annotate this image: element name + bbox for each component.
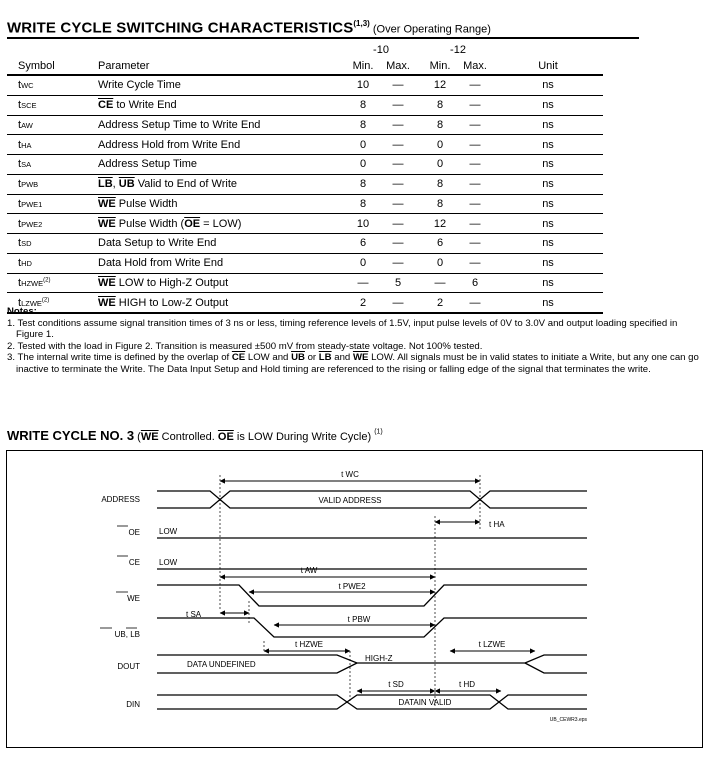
parameter-cell: Address Setup Time to Write End: [98, 115, 346, 135]
dout-signal-label: DOUT: [117, 662, 140, 671]
max-a-cell: 5: [380, 273, 416, 293]
grade-a-header: -10: [373, 44, 389, 56]
twc-label: t WC: [341, 470, 359, 479]
symbol-cell: tWC: [7, 75, 98, 95]
tpbw-label: t PBW: [347, 615, 371, 624]
min-a-cell: 0: [346, 253, 380, 273]
parameter-cell: Address Hold from Write End: [98, 135, 346, 155]
title-superscript: (1,3): [353, 19, 370, 28]
symbol-cell: tSCE: [7, 95, 98, 115]
max-a-header: Max.: [380, 58, 416, 75]
signal-overbar-text: $\overline{LB}$: [98, 178, 113, 191]
timing-diagram-svg: [7, 451, 702, 747]
table-row: [7, 253, 603, 273]
unit-cell: ns: [493, 174, 603, 194]
min-a-cell: 8: [346, 115, 380, 135]
max-a-cell: —: [380, 194, 416, 214]
max-b-cell: —: [457, 135, 493, 155]
max-a-cell: —: [380, 253, 416, 273]
signal-overbar-text: $\overline{CE}$: [98, 99, 114, 112]
table-row: [7, 194, 603, 214]
unit-cell: ns: [493, 194, 603, 214]
symbol-header: Symbol: [7, 58, 98, 75]
unit-cell: ns: [493, 293, 603, 313]
max-a-cell: —: [380, 115, 416, 135]
max-a-cell: —: [380, 293, 416, 313]
parameter-header: Parameter: [98, 58, 346, 75]
parameter-cell: $\overline{WE}$ Pulse Width: [98, 194, 346, 214]
parameter-cell: $\overline{WE}$ Pulse Width $(\overline{OE} = LOW)$: [98, 214, 346, 234]
min-a-cell: —: [346, 273, 380, 293]
parameter-cell: $\overline{WE}$ HIGH to Low-Z Output: [98, 293, 346, 313]
parameter-cell: Write Cycle Time: [98, 75, 346, 95]
symbol-cell: tLZWE$^{(2)}$: [7, 293, 98, 313]
min-b-cell: 8: [423, 194, 457, 214]
max-b-cell: —: [457, 174, 493, 194]
max-b-cell: —: [457, 214, 493, 234]
max-a-cell: —: [380, 95, 416, 115]
parameter-cell: Data Setup to Write End: [98, 234, 346, 254]
unit-cell: ns: [493, 253, 603, 273]
max-b-cell: —: [457, 253, 493, 273]
min-b-cell: 0: [423, 253, 457, 273]
we-signal: $\overline{WE}$: [140, 431, 159, 443]
taw-label: t AW: [300, 566, 318, 575]
section-title: [7, 19, 491, 37]
min-a-cell: 0: [346, 135, 380, 155]
unit-cell: ns: [493, 234, 603, 254]
parameter-cell: $\overline{WE}$ LOW to High-Z Output: [98, 273, 346, 293]
table-row: [7, 234, 603, 254]
max-b-cell: —: [457, 75, 493, 95]
max-a-cell: —: [380, 234, 416, 254]
oe-signal-label: OE: [128, 528, 140, 537]
min-b-cell: 6: [423, 234, 457, 254]
lb-signal: $\overline{LB}$: [318, 352, 332, 364]
max-b-cell: —: [457, 95, 493, 115]
signal-overbar-text: $\overline{WE}$: [98, 276, 116, 289]
switching-characteristics-table: [7, 42, 603, 314]
signal-overbar-text: $\overline{UB}$: [118, 178, 135, 191]
signal-overbar-text: $\overline{OE}$: [184, 217, 201, 230]
din-signal-label: DIN: [126, 700, 140, 709]
min-b-cell: 8: [423, 95, 457, 115]
symbol-cell: tHA: [7, 135, 98, 155]
note-2: 2. Tested with the load in Figure 2. Transition is measured ±500 mV from steady-state voltage. Not 100% tested.: [7, 340, 483, 352]
min-b-cell: —: [423, 273, 457, 293]
min-b-cell: 8: [423, 115, 457, 135]
unit-cell: ns: [493, 75, 603, 95]
title-rule: [7, 37, 639, 39]
table-row: [7, 135, 603, 155]
max-a-cell: —: [380, 174, 416, 194]
max-a-cell: —: [380, 75, 416, 95]
table-row: [7, 115, 603, 135]
we-signal: $\overline{WE}$: [352, 352, 369, 364]
parameter-cell: Data Hold from Write End: [98, 253, 346, 273]
symbol-cell: tPWE1: [7, 194, 98, 214]
ce-signal: $\overline{CE}$: [231, 352, 246, 364]
signal-overbar-text: $\overline{WE}$: [98, 296, 116, 309]
max-b-cell: —: [457, 155, 493, 175]
min-b-cell: 12: [423, 214, 457, 234]
ce-signal-label: CE: [128, 558, 140, 567]
symbol-cell: tPWB: [7, 174, 98, 194]
min-a-header: Min.: [346, 58, 380, 75]
waveform-title-main: WRITE CYCLE NO. 3: [7, 428, 135, 443]
tha-label: t HA: [489, 520, 505, 529]
max-b-cell: —: [457, 115, 493, 135]
min-b-cell: 8: [423, 174, 457, 194]
tlzwe-label: t LZWE: [478, 640, 506, 649]
waveform-title: WRITE CYCLE NO. 3 ($\overline{WE}$ Controlled. $\overline{OE}$ is LOW During Write Cycle) $^{(1)}$: [7, 428, 383, 443]
symbol-cell: tPWE2: [7, 214, 98, 234]
table-row: [7, 75, 603, 95]
unit-cell: ns: [493, 135, 603, 155]
signal-overbar-text: $\overline{WE}$: [98, 197, 116, 210]
min-a-cell: 8: [346, 194, 380, 214]
max-b-cell: 6: [457, 273, 493, 293]
unit-cell: ns: [493, 115, 603, 135]
max-b-cell: —: [457, 234, 493, 254]
max-a-cell: —: [380, 135, 416, 155]
parameter-cell: Address Setup Time: [98, 155, 346, 175]
tsa-label: t SA: [186, 610, 202, 619]
unit-cell: ns: [493, 95, 603, 115]
column-header-row: [7, 58, 603, 75]
min-b-cell: 2: [423, 293, 457, 313]
min-a-cell: 8: [346, 174, 380, 194]
grade-header-row: [7, 42, 603, 58]
min-a-cell: 0: [346, 155, 380, 175]
valid-address-label: VALID ADDRESS: [318, 496, 382, 505]
data-in-valid-label: DATAIN VALID: [398, 698, 452, 707]
min-a-cell: 6: [346, 234, 380, 254]
min-b-cell: 0: [423, 155, 457, 175]
symbol-cell: tHZWE$^{(2)}$: [7, 273, 98, 293]
min-a-cell: 2: [346, 293, 380, 313]
min-a-cell: 10: [346, 75, 380, 95]
symbol-cell: tSD: [7, 234, 98, 254]
thzwe-label: t HZWE: [295, 640, 323, 649]
figure-id: UB_CEWR3.eps: [549, 717, 587, 723]
timing-diagram: [6, 450, 703, 748]
ce-low-label: LOW: [159, 558, 178, 567]
note-3: 3. The internal write time is defined by the overlap of $\overline{CE}$ LOW and $\overline{UB}$ or $\overline{LB}$ and $\overline{WE}$ LOW. All signals must be in valid states to initiate a Write, but any one can go inactive to terminate the Write. The Data Input Setup and Hold timing are referenced to the rising or falling edge of the signal that terminates the write.: [7, 352, 699, 375]
max-b-cell: —: [457, 194, 493, 214]
min-b-cell: 0: [423, 135, 457, 155]
symbol-cell: tHD: [7, 253, 98, 273]
ub-signal: $\overline{UB}$: [291, 352, 305, 364]
max-b-header: Max.: [457, 58, 493, 75]
note-1: 1. Test conditions assume signal transition times of 3 ns or less, timing reference levels of 1.5V, input pulse levels of 0V to 3.0V and output loading specified in Figure 1.: [7, 317, 678, 341]
table-row: [7, 95, 603, 115]
tsd-label: t SD: [388, 680, 404, 689]
oe-signal: $\overline{OE}$: [217, 431, 234, 443]
min-a-cell: 8: [346, 95, 380, 115]
signal-overbar-text: $\overline{WE}$: [98, 217, 116, 230]
min-b-header: Min.: [423, 58, 457, 75]
ub-lb-signal-label: UB, LB: [114, 630, 140, 639]
parameter-cell: $\overline{CE}$ to Write End: [98, 95, 346, 115]
tpwe2-label: t PWE2: [338, 582, 366, 591]
address-signal-label: ADDRESS: [101, 495, 140, 504]
unit-cell: ns: [493, 155, 603, 175]
we-signal-label: WE: [127, 594, 140, 603]
symbol-cell: tSA: [7, 155, 98, 175]
table-row: [7, 155, 603, 175]
table-row: [7, 174, 603, 194]
min-a-cell: 10: [346, 214, 380, 234]
unit-cell: ns: [493, 273, 603, 293]
grade-b-header: -12: [450, 44, 466, 56]
max-b-cell: —: [457, 293, 493, 313]
title-suffix: (Over Operating Range): [369, 23, 491, 36]
unit-cell: ns: [493, 214, 603, 234]
symbol-cell: tAW: [7, 115, 98, 135]
data-undefined-label: DATA UNDEFINED: [187, 660, 256, 669]
title-main: WRITE CYCLE SWITCHING CHARACTERISTICS: [7, 19, 354, 37]
max-a-cell: —: [380, 214, 416, 234]
table-row: [7, 214, 603, 234]
notes-heading: Notes:: [7, 306, 37, 317]
notes-block: [7, 306, 707, 376]
unit-header: Unit: [493, 58, 603, 75]
high-z-label: HIGH-Z: [365, 654, 393, 663]
max-a-cell: —: [380, 155, 416, 175]
table-row: [7, 273, 603, 293]
parameter-cell: $\overline{LB}$, $\overline{UB}$ Valid to End of Write: [98, 174, 346, 194]
thd-label: t HD: [459, 680, 475, 689]
oe-low-label: LOW: [159, 527, 178, 536]
min-b-cell: 12: [423, 75, 457, 95]
